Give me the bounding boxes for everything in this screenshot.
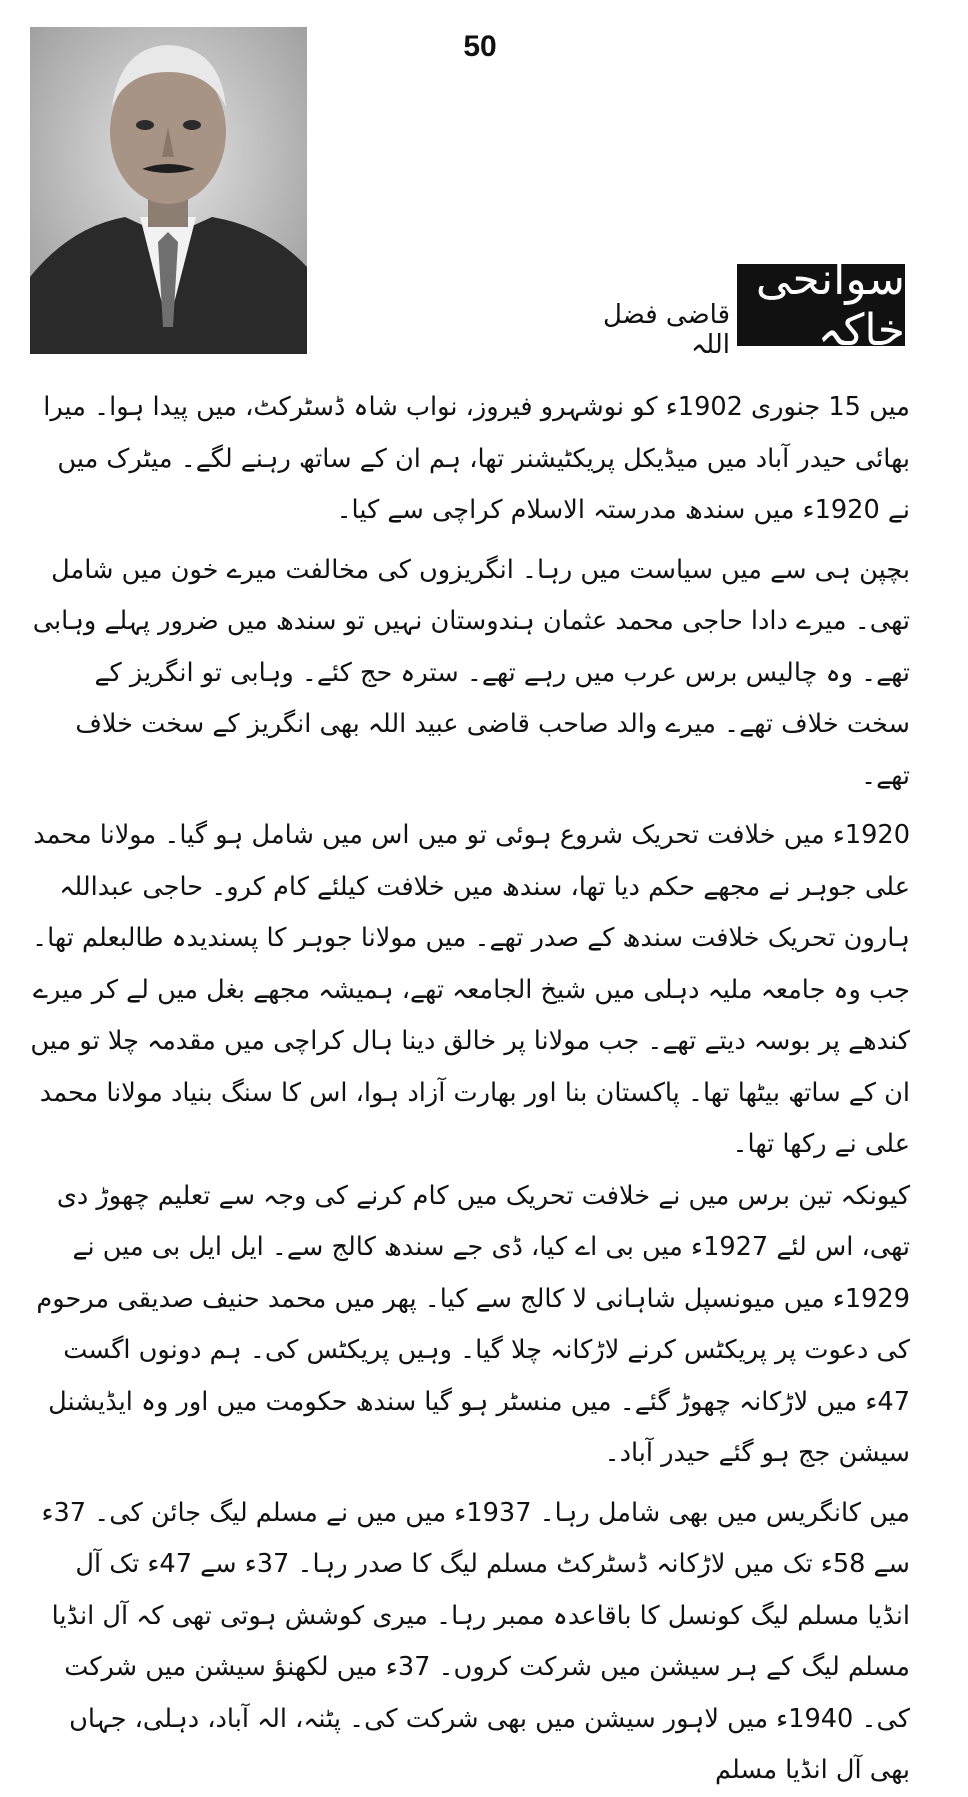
author-portrait [30, 27, 307, 354]
page-number: 50 [463, 30, 497, 63]
author-name: قاضی فضل اللہ [602, 300, 730, 360]
section-title: سوانحی خاکہ [737, 264, 905, 346]
article-body [30, 382, 910, 1785]
paragraph: میں کانگریس میں بھی شامل رہا۔ 1937ء میں میں نے مسلم لیگ جائن کی۔ 37ء سے 58ء تک میں لاڑکانہ ڈسٹرکٹ مسلم لیگ کا صدر رہا۔ 37ء سے 47ء تک آل انڈیا مسلم لیگ کونسل کا باقاعدہ ممبر رہا۔ میری کوشش ہوتی تھی کہ آل انڈیا مسلم لیگ کے ہر سیشن میں شرکت کروں۔ 37ء میں لکھنؤ سیشن میں شرکت کی۔ 1940ء میں لاہور سیشن میں بھی شرکت کی۔ پٹنہ، الہ آباد، دہلی، جہاں بھی آل انڈیا مسلم [41, 1497, 910, 1785]
paragraph: میں 15 جنوری 1902ء کو نوشہرو فیروز، نواب شاہ ڈسٹرکٹ، میں پیدا ہوا۔ میرا بھائی حیدر آباد میں میڈیکل پریکٹیشنر تھا، ہم ان کے ساتھ رہنے لگے۔ میٹرک میں نے 1920ء میں سندھ مدرستہ الاسلام کراچی سے کیا۔ [43, 392, 910, 525]
paragraph: 1920ء میں خلافت تحریک شروع ہوئی تو میں اس میں شامل ہو گیا۔ مولانا محمد علی جوہر نے مجھے حکم دیا تھا، سندھ میں خلافت کیلئے کام کرو۔ حاجی عبداللہ ہارون تحریک خلافت سندھ کے صدر تھے۔ میں مولانا جوہر کا پسندیدہ طالبعلم تھا۔ جب وہ جامعہ ملیہ دہلی میں شیخ الجامعہ تھے، ہمیشہ مجھے بغل میں لے کر میرے کندھے پر بوسہ دیتے تھے۔ جب مولانا پر خالق دینا ہال کراچی میں مقدمہ چلا تو میں ان کے ساتھ بیٹھا تھا۔ پاکستان بنا اور بھارت آزاد ہوا، اس کا سنگ بنیاد مولانا محمد علی نے رکھا تھا۔ [30, 820, 910, 1159]
paragraph: کیونکہ تین برس میں نے خلافت تحریک میں کام کرنے کی وجہ سے تعلیم چھوڑ دی تھی، اس لئے 1927ء میں بی اے کیا، ڈی جے سندھ کالج سے۔ ایل ایل بی میں نے 1929ء میں میونسپل شاہانی لا کالج سے کیا۔ پھر میں محمد حنیف صدیقی مرحوم کی دعوت پر پریکٹس کرنے لاڑکانہ چلا گیا۔ وہیں پریکٹس کی۔ ہم دونوں اگست 47ء میں لاڑکانہ چھوڑ گئے۔ میں منسٹر ہو گیا سندھ حکومت میں اور وہ ایڈیشنل سیشن جج ہو گئے حیدر آباد۔ [36, 1180, 910, 1468]
paragraph: بچپن ہی سے میں سیاست میں رہا۔ انگریزوں کی مخالفت میرے خون میں شامل تھی۔ میرے دادا حاجی محمد عثمان ہندوستان نہیں تو سندھ میں ضرور پہلے وہابی تھے۔ وہ چالیس برس عرب میں رہے تھے۔ سترہ حج کئے۔ وہابی تو انگریز کے سخت خلاف تھے۔ میرے والد صاحب قاضی عبید اللہ بھی انگریز کے سخت خلاف تھے۔ [32, 554, 910, 791]
